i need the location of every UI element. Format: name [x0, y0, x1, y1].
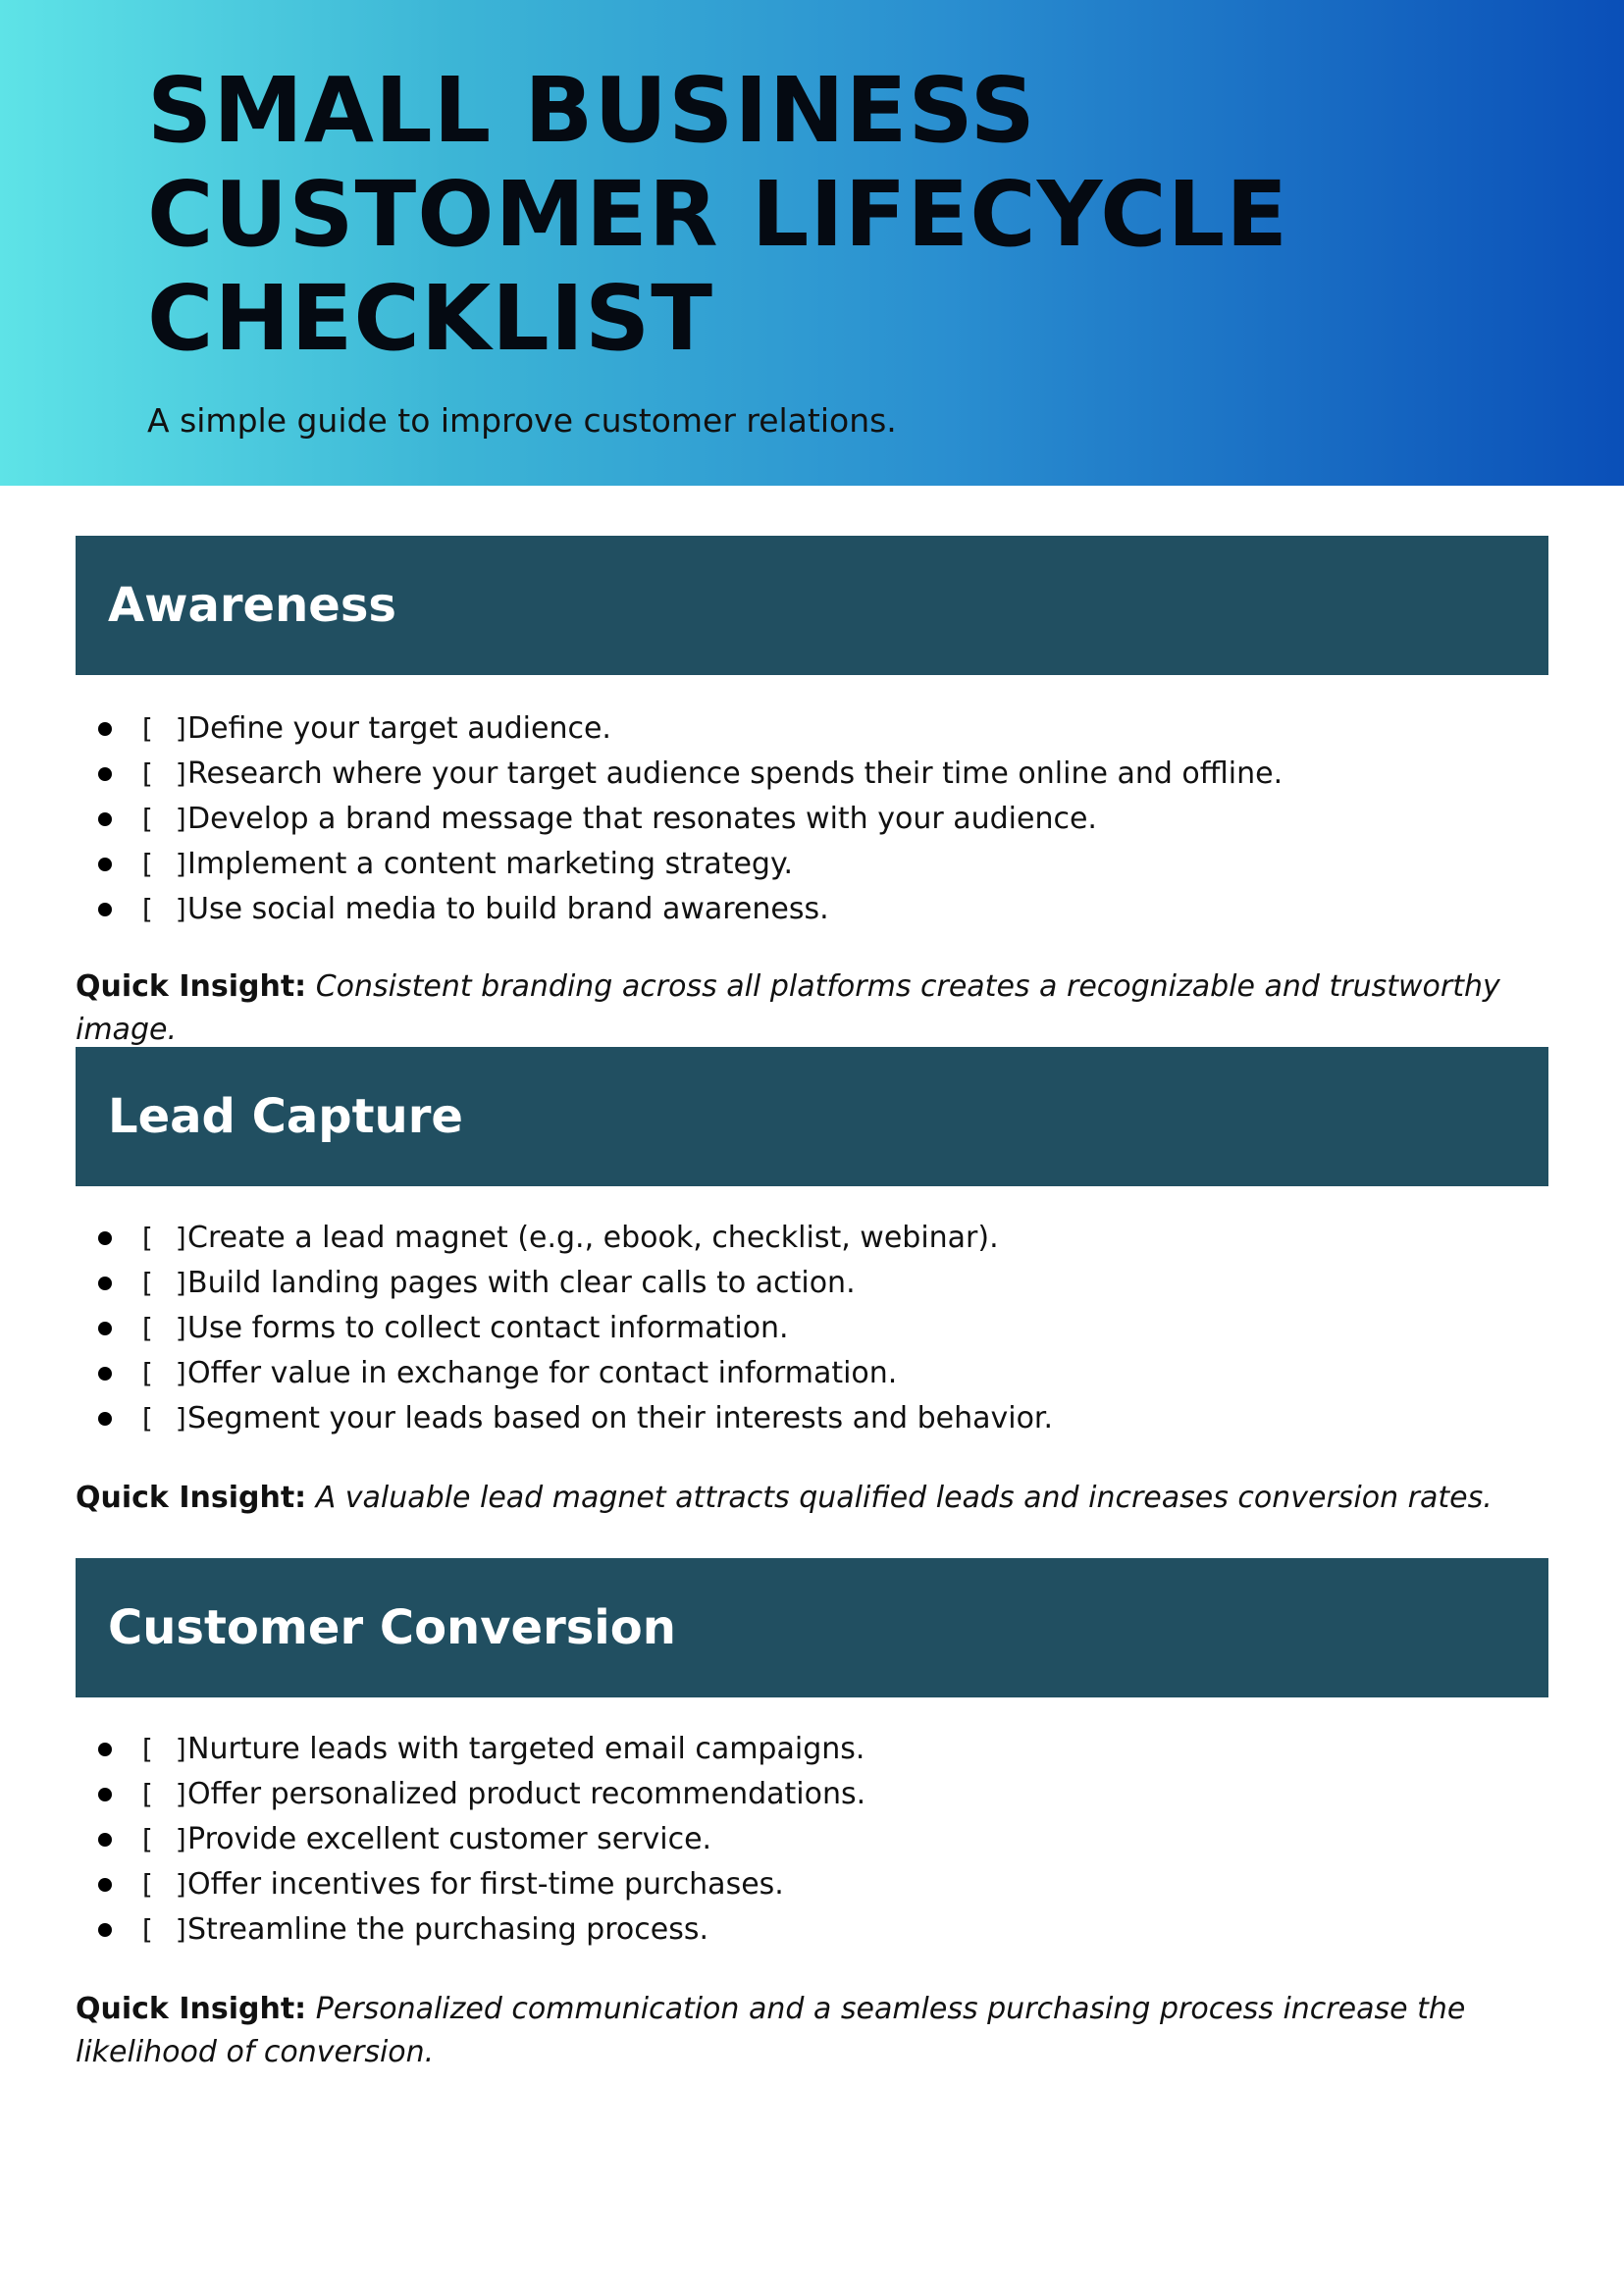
checklist-item: [98, 1907, 1521, 1953]
checklist-item: [98, 842, 1521, 887]
insight-label: Quick Insight:: [76, 1481, 307, 1515]
section-header-awareness: [76, 536, 1548, 675]
checklist-item: [98, 797, 1521, 842]
checklist-item-text: Streamline the purchasing process.: [187, 1912, 708, 1947]
bullet-icon: [98, 1367, 112, 1381]
checklist-item: [98, 706, 1521, 752]
checklist-item-text: Offer value in exchange for contact information.: [187, 1356, 898, 1390]
bullet-icon: [98, 903, 112, 916]
checklist-item-text: Offer incentives for first-time purchases.: [187, 1867, 784, 1902]
bullet-icon: [98, 767, 112, 781]
checkbox-icon[interactable]: [ ]: [138, 803, 191, 835]
checkbox-icon[interactable]: [ ]: [138, 1868, 191, 1901]
checkbox-icon[interactable]: [ ]: [138, 848, 191, 880]
header-banner: [0, 0, 1624, 486]
checklist-item: [98, 1306, 1521, 1351]
title-line: CUSTOMER LIFECYCLE: [147, 162, 1289, 267]
checklist-item: [98, 1351, 1521, 1396]
checkbox-icon[interactable]: [ ]: [138, 1778, 191, 1810]
bullet-icon: [98, 858, 112, 871]
checkbox-icon[interactable]: [ ]: [138, 1913, 191, 1946]
checklist-item: [98, 1862, 1521, 1907]
quick-insight-lead-capture: [76, 1477, 1552, 1520]
checklist-item: [98, 1261, 1521, 1306]
checklist-item: [98, 1216, 1521, 1261]
checklist-awareness: [98, 706, 1521, 932]
checklist-item-text: Use forms to collect contact information.: [187, 1311, 789, 1345]
bullet-icon: [98, 722, 112, 736]
checklist-item-text: Implement a content marketing strategy.: [187, 847, 793, 881]
title-line: CHECKLIST: [147, 266, 714, 371]
document-subtitle: A simple guide to improve customer relations.: [147, 401, 897, 440]
checklist-item-text: Nurture leads with targeted email campaigns.: [187, 1732, 865, 1766]
checklist-item: [98, 1396, 1521, 1441]
section-header-customer-conversion: [76, 1558, 1548, 1697]
quick-insight-awareness: [76, 965, 1552, 1052]
checklist-item-text: Define your target audience.: [187, 711, 611, 746]
bullet-icon: [98, 1923, 112, 1937]
bullet-icon: [98, 1743, 112, 1756]
checkbox-icon[interactable]: [ ]: [138, 712, 191, 745]
checkbox-icon[interactable]: [ ]: [138, 1267, 191, 1299]
checklist-item-text: Use social media to build brand awareness.: [187, 892, 829, 926]
insight-text: Personalized communication and a seamless purchasing process increase the likelihood of conversion.: [76, 1992, 1466, 2069]
bullet-icon: [98, 1878, 112, 1892]
insight-label: Quick Insight:: [76, 969, 307, 1004]
bullet-icon: [98, 1833, 112, 1847]
checkbox-icon[interactable]: [ ]: [138, 1823, 191, 1855]
checkbox-icon[interactable]: [ ]: [138, 1357, 191, 1389]
section-title: Customer Conversion: [108, 1600, 676, 1655]
checklist-item-text: Provide excellent customer service.: [187, 1822, 712, 1856]
insight-text: A valuable lead magnet attracts qualified leads and increases conversion rates.: [315, 1481, 1493, 1515]
checklist-item: [98, 1772, 1521, 1817]
insight-text: Consistent branding across all platforms creates a recognizable and trustworthy image.: [76, 969, 1500, 1047]
section-title: Lead Capture: [108, 1089, 463, 1144]
bullet-icon: [98, 1788, 112, 1801]
checklist-item-text: Offer personalized product recommendations.: [187, 1777, 866, 1811]
bullet-icon: [98, 1322, 112, 1335]
checklist-item: [98, 1817, 1521, 1862]
checkbox-icon[interactable]: [ ]: [138, 1733, 191, 1765]
bullet-icon: [98, 1412, 112, 1426]
document-title: [147, 59, 1423, 371]
checkbox-icon[interactable]: [ ]: [138, 893, 191, 925]
checklist-item-text: Build landing pages with clear calls to action.: [187, 1266, 856, 1300]
section-header-lead-capture: [76, 1047, 1548, 1186]
checklist-item-text: Create a lead magnet (e.g., ebook, checklist, webinar).: [187, 1221, 999, 1255]
checkbox-icon[interactable]: [ ]: [138, 1402, 191, 1434]
insight-label: Quick Insight:: [76, 1992, 307, 2026]
bullet-icon: [98, 812, 112, 826]
checkbox-icon[interactable]: [ ]: [138, 1312, 191, 1344]
checklist-item-text: Segment your leads based on their interests and behavior.: [187, 1401, 1054, 1435]
checklist-item: [98, 752, 1521, 797]
checklist-lead-capture: [98, 1216, 1521, 1441]
checkbox-icon[interactable]: [ ]: [138, 757, 191, 790]
checklist-item-text: Develop a brand message that resonates with your audience.: [187, 802, 1097, 836]
bullet-icon: [98, 1277, 112, 1290]
bullet-icon: [98, 1231, 112, 1245]
checklist-item-text: Research where your target audience spends their time online and offline.: [187, 756, 1283, 791]
quick-insight-customer-conversion: [76, 1988, 1552, 2074]
section-title: Awareness: [108, 578, 396, 633]
checklist-item: [98, 887, 1521, 932]
checklist-item: [98, 1727, 1521, 1772]
title-line: SMALL BUSINESS: [147, 58, 1036, 163]
checkbox-icon[interactable]: [ ]: [138, 1222, 191, 1254]
checklist-customer-conversion: [98, 1727, 1521, 1953]
